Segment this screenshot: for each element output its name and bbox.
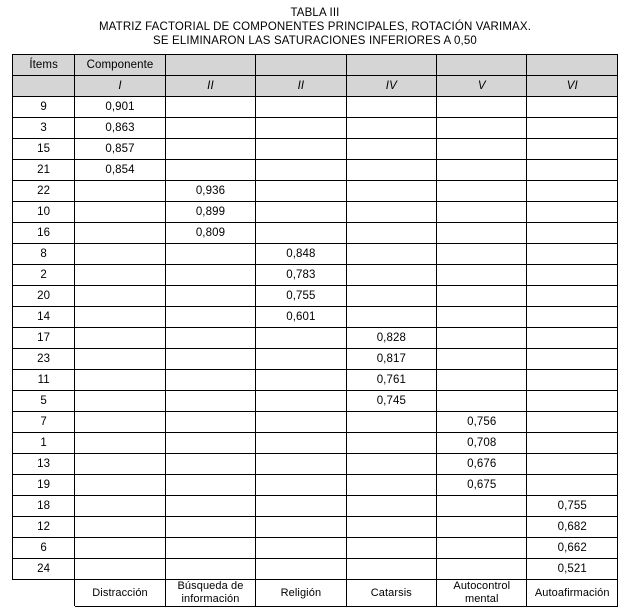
table-row (13, 328, 618, 349)
factor-name-3: Religión (256, 580, 346, 607)
header-component-spacer (165, 55, 255, 76)
row-item-number: 8 (13, 244, 75, 265)
loading-cell (256, 454, 346, 475)
loading-cell (527, 370, 618, 391)
loading-cell (346, 286, 436, 307)
loading-cell (75, 349, 165, 370)
loading-cell (346, 202, 436, 223)
loading-cell (75, 454, 165, 475)
loading-cell (75, 223, 165, 244)
loading-cell (527, 475, 618, 496)
component-label-6: VI (527, 76, 618, 97)
table-subheader-row (13, 76, 618, 97)
row-item-number: 14 (13, 307, 75, 328)
loading-cell (346, 517, 436, 538)
loading-cell: 0,863 (75, 118, 165, 139)
component-label-3: II (256, 76, 346, 97)
row-item-number: 6 (13, 538, 75, 559)
component-label-2: II (165, 76, 255, 97)
loading-cell (165, 328, 255, 349)
loading-cell (75, 538, 165, 559)
loading-cell (437, 517, 527, 538)
row-item-number: 7 (13, 412, 75, 433)
loading-cell (75, 328, 165, 349)
header-component-spacer (437, 55, 527, 76)
loading-cell (256, 202, 346, 223)
loading-cell (437, 370, 527, 391)
loading-cell: 0,755 (256, 286, 346, 307)
loading-cell (346, 223, 436, 244)
table-header-row (13, 55, 618, 76)
subheader-items-blank (13, 76, 75, 97)
loading-cell (165, 370, 255, 391)
loading-cell: 0,601 (256, 307, 346, 328)
row-item-number: 9 (13, 97, 75, 118)
factor-name-1: Distracción (75, 580, 165, 607)
loading-cell: 0,783 (256, 265, 346, 286)
loading-cell (75, 475, 165, 496)
loading-cell: 0,756 (437, 412, 527, 433)
loading-cell (165, 307, 255, 328)
loading-cell (75, 412, 165, 433)
table-row (13, 286, 618, 307)
loading-cell (165, 391, 255, 412)
header-component: Componente (75, 55, 165, 76)
header-items: Ítems (13, 55, 75, 76)
loading-cell (256, 223, 346, 244)
table-row (13, 223, 618, 244)
loading-cell (75, 517, 165, 538)
loading-cell (165, 349, 255, 370)
loading-cell (256, 391, 346, 412)
component-label-5: V (437, 76, 527, 97)
loading-cell (437, 391, 527, 412)
loading-cell (75, 286, 165, 307)
loading-cell (346, 538, 436, 559)
table-caption-line-2: SE ELIMINARON LAS SATURACIONES INFERIORES A 0,50 (153, 35, 477, 47)
loading-cell: 0,675 (437, 475, 527, 496)
table-row (13, 454, 618, 475)
loading-cell (165, 139, 255, 160)
loading-cell (165, 160, 255, 181)
table-row (13, 517, 618, 538)
table-row (13, 412, 618, 433)
row-item-number: 20 (13, 286, 75, 307)
loading-cell (165, 517, 255, 538)
loading-cell (256, 517, 346, 538)
row-item-number: 12 (13, 517, 75, 538)
loading-cell (75, 265, 165, 286)
loading-cell (527, 433, 618, 454)
loading-cell: 0,899 (165, 202, 255, 223)
loading-cell (346, 475, 436, 496)
table-row (13, 370, 618, 391)
loading-cell (527, 328, 618, 349)
row-item-number: 24 (13, 559, 75, 580)
loading-cell (256, 349, 346, 370)
loading-cell (527, 307, 618, 328)
loading-cell (256, 370, 346, 391)
loading-cell (346, 97, 436, 118)
loading-cell (346, 433, 436, 454)
loading-cell (527, 454, 618, 475)
component-label-1: I (75, 76, 165, 97)
loading-cell (437, 307, 527, 328)
table-caption-line-1: MATRIZ FACTORIAL DE COMPONENTES PRINCIPALES, ROTACIÓN VARIMAX. (98, 21, 532, 33)
loading-cell (527, 391, 618, 412)
table-row (13, 433, 618, 454)
loading-cell (165, 118, 255, 139)
table-footer-row (13, 580, 618, 607)
loading-cell (437, 328, 527, 349)
loading-cell (437, 118, 527, 139)
loading-cell (165, 475, 255, 496)
loading-cell: 0,682 (527, 517, 618, 538)
loading-cell (437, 223, 527, 244)
loading-cell (75, 244, 165, 265)
factor-name-4: Catarsis (346, 580, 436, 607)
table-row (13, 349, 618, 370)
table-row (13, 496, 618, 517)
header-component-spacer (346, 55, 436, 76)
factor-name-6: Autoafirmación (527, 580, 618, 607)
loading-cell (437, 496, 527, 517)
header-component-spacer (256, 55, 346, 76)
loading-cell (256, 328, 346, 349)
loading-cell (527, 349, 618, 370)
loading-cell (256, 496, 346, 517)
loading-cell (527, 160, 618, 181)
row-item-number: 10 (13, 202, 75, 223)
row-item-number: 23 (13, 349, 75, 370)
loading-cell: 0,936 (165, 181, 255, 202)
loading-cell (437, 181, 527, 202)
loading-cell (527, 202, 618, 223)
table-row (13, 139, 618, 160)
loading-cell (256, 181, 346, 202)
loading-cell (256, 538, 346, 559)
row-item-number: 21 (13, 160, 75, 181)
loading-cell (256, 139, 346, 160)
table-row (13, 181, 618, 202)
loading-cell (346, 454, 436, 475)
loading-cell (256, 412, 346, 433)
loading-cell (165, 286, 255, 307)
row-item-number: 1 (13, 433, 75, 454)
loading-cell (437, 160, 527, 181)
loading-cell (346, 496, 436, 517)
loading-cell (75, 181, 165, 202)
loading-cell (346, 160, 436, 181)
loading-cell (75, 496, 165, 517)
loading-cell (165, 496, 255, 517)
loading-cell (165, 244, 255, 265)
loading-cell (165, 538, 255, 559)
row-item-number: 13 (13, 454, 75, 475)
row-item-number: 19 (13, 475, 75, 496)
loading-cell (256, 160, 346, 181)
loading-cell (346, 307, 436, 328)
table-row (13, 244, 618, 265)
loading-cell: 0,708 (437, 433, 527, 454)
loading-cell (527, 139, 618, 160)
loading-cell (437, 244, 527, 265)
loading-cell (437, 349, 527, 370)
table-row (13, 391, 618, 412)
table-row (13, 118, 618, 139)
table-row (13, 97, 618, 118)
loading-cell: 0,676 (437, 454, 527, 475)
loading-cell (346, 181, 436, 202)
table-row (13, 265, 618, 286)
row-item-number: 5 (13, 391, 75, 412)
row-item-number: 22 (13, 181, 75, 202)
loading-cell: 0,817 (346, 349, 436, 370)
loading-cell (527, 223, 618, 244)
loading-cell: 0,521 (527, 559, 618, 580)
factor-name-2: Búsqueda de información (165, 580, 255, 607)
loading-cell: 0,755 (527, 496, 618, 517)
loading-cell (437, 139, 527, 160)
component-label-4: IV (346, 76, 436, 97)
loading-cell (75, 370, 165, 391)
loading-cell (165, 454, 255, 475)
factor-matrix-table (12, 54, 618, 607)
loading-cell (437, 97, 527, 118)
loading-cell: 0,809 (165, 223, 255, 244)
loading-cell (437, 286, 527, 307)
table-row (13, 307, 618, 328)
loading-cell: 0,745 (346, 391, 436, 412)
table-number: TABLA III (290, 7, 340, 19)
loading-cell (256, 433, 346, 454)
loading-cell (165, 412, 255, 433)
loading-cell: 0,848 (256, 244, 346, 265)
table-caption (12, 6, 618, 48)
loading-cell (527, 265, 618, 286)
loading-cell: 0,854 (75, 160, 165, 181)
loading-cell (346, 118, 436, 139)
loading-cell (346, 265, 436, 286)
loading-cell (527, 118, 618, 139)
loading-cell: 0,761 (346, 370, 436, 391)
loading-cell (527, 181, 618, 202)
loading-cell (437, 202, 527, 223)
loading-cell (346, 412, 436, 433)
table-row (13, 202, 618, 223)
loading-cell: 0,901 (75, 97, 165, 118)
row-item-number: 15 (13, 139, 75, 160)
loading-cell (527, 97, 618, 118)
loading-cell (256, 118, 346, 139)
loading-cell (346, 244, 436, 265)
loading-cell (346, 139, 436, 160)
row-item-number: 18 (13, 496, 75, 517)
loading-cell (437, 538, 527, 559)
loading-cell (75, 433, 165, 454)
loading-cell (75, 202, 165, 223)
loading-cell (527, 286, 618, 307)
table-row (13, 475, 618, 496)
header-component-spacer (527, 55, 618, 76)
loading-cell (165, 97, 255, 118)
footer-blank (13, 580, 75, 607)
loading-cell: 0,662 (527, 538, 618, 559)
row-item-number: 2 (13, 265, 75, 286)
table-row (13, 160, 618, 181)
loading-cell (165, 433, 255, 454)
loading-cell (527, 412, 618, 433)
loading-cell (256, 97, 346, 118)
row-item-number: 3 (13, 118, 75, 139)
loading-cell (75, 307, 165, 328)
loading-cell (256, 475, 346, 496)
row-item-number: 17 (13, 328, 75, 349)
loading-cell (75, 391, 165, 412)
factor-name-5: Autocontrol mental (437, 580, 527, 607)
loading-cell: 0,828 (346, 328, 436, 349)
loading-cell (437, 265, 527, 286)
table-row (13, 538, 618, 559)
row-item-number: 16 (13, 223, 75, 244)
row-item-number: 11 (13, 370, 75, 391)
loading-cell: 0,857 (75, 139, 165, 160)
loading-cell (527, 244, 618, 265)
loading-cell (165, 265, 255, 286)
